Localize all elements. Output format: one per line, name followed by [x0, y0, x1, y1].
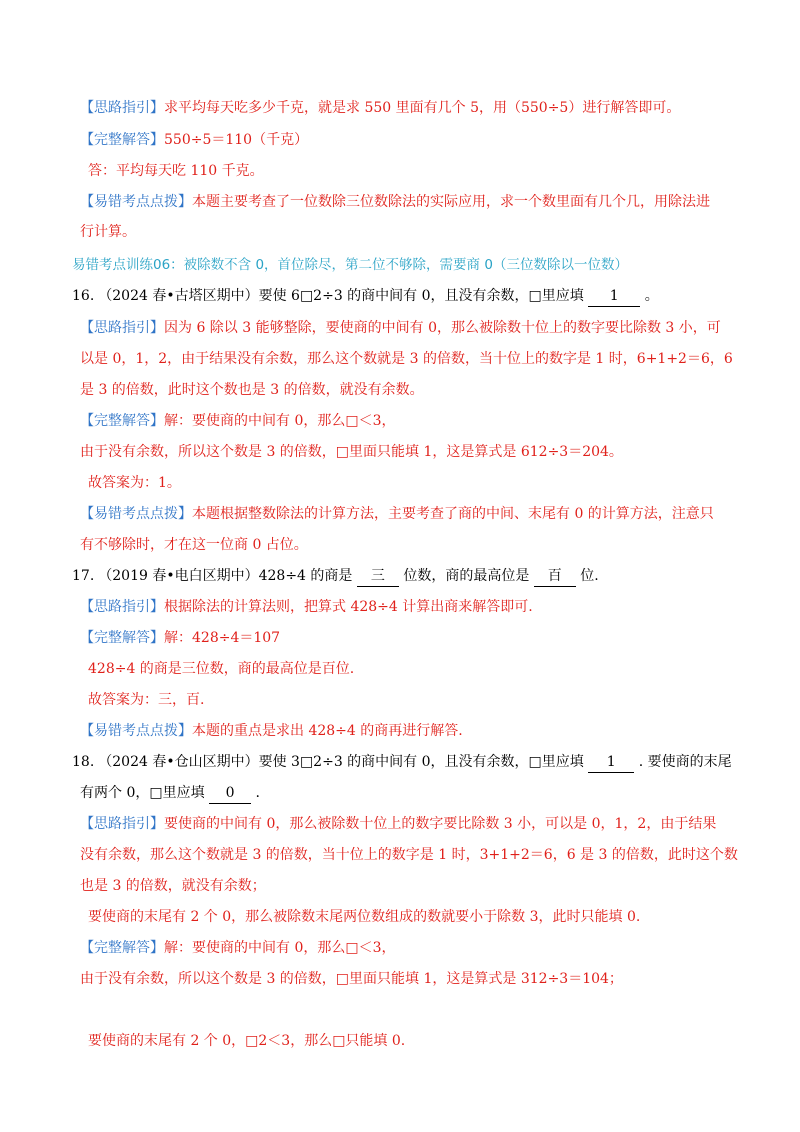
- q18-stem-2: [80, 783, 260, 804]
- answer-tag: 【完整解答】: [80, 132, 164, 148]
- q16-answer-3: 故答案为：1。: [88, 475, 181, 491]
- prev-hint: [80, 98, 680, 118]
- q16-points-1: [80, 504, 714, 524]
- q18-answer-1: [80, 938, 396, 958]
- q16-stem-post: 。: [644, 288, 659, 304]
- q17-number: 17.: [72, 568, 95, 584]
- q18-stem-1: [72, 752, 732, 773]
- answer-tag: 【完整解答】: [80, 630, 164, 646]
- q17-stem-mid: 位数，商的最高位是: [403, 568, 530, 584]
- q16-number: 16.: [72, 288, 95, 304]
- q17-blank-1: 三: [357, 566, 399, 587]
- hint-tag: 【思路指引】: [80, 320, 164, 336]
- q17-answer-1: [80, 628, 280, 648]
- answer-tag: 【完整解答】: [80, 940, 164, 956]
- hint-tag: 【思路指引】: [80, 599, 164, 615]
- q16-answer-text-1: 解：要使商的中间有 0，那么□＜3，: [164, 413, 396, 429]
- q16-points-2: 有不够除时，才在这一位商 0 占位。: [80, 537, 308, 553]
- points-tag: 【易错考点点拨】: [80, 506, 192, 522]
- q17-points-text: 本题的重点是求出 428÷4 的商再进行解答.: [192, 723, 463, 739]
- q17-hint: [80, 597, 533, 617]
- q16-answer-1: [80, 411, 396, 431]
- q17-stem: [72, 566, 599, 587]
- q16-points-text-1: 本题根据整数除法的计算方法，主要考查了商的中间、末尾有 0 的计算方法，注意只: [192, 506, 714, 522]
- q17-points: [80, 721, 463, 741]
- q18-answer-3: 要使商的末尾有 2 个 0，□2＜3，那么□只能填 0.: [88, 1033, 406, 1049]
- points-tag: 【易错考点点拨】: [80, 194, 192, 210]
- q17-answer-2: 428÷4 的商是三位数，商的最高位是百位.: [88, 661, 355, 677]
- q18-blank-1: 1: [588, 752, 634, 773]
- q17-stem-post: 位.: [580, 568, 599, 584]
- q16-hint-1: [80, 318, 721, 338]
- q18-hint-2: 没有余数，那么这个数就是 3 的倍数，当十位上的数字是 1 时，3+1+2＝6，6 是 3 的倍数，此时这个数: [80, 847, 738, 863]
- q16-hint-text-1: 因为 6 除以 3 能够整除，要使商的中间有 0，那么被除数十位上的数字要比除数 3 小，可: [164, 320, 721, 336]
- points-tag: 【易错考点点拨】: [80, 723, 192, 739]
- q18-blank-2: 0: [209, 783, 251, 804]
- prev-points-text-1: 本题主要考查了一位数除三位数除法的实际应用，求一个数里面有几个几，用除法进: [192, 194, 710, 210]
- q16-stem-pre: （2024 春•古塔区期中）要使 6□2÷3 的商中间有 0，且没有余数，□里应填: [98, 288, 584, 304]
- q18-stem-pre: （2024 春•仓山区期中）要使 3□2÷3 的商中间有 0，且没有余数，□里应填: [98, 754, 584, 770]
- q16-hint-2: 以是 0，1，2，由于结果没有余数，那么这个数就是 3 的倍数，当十位上的数字是 1 时，6+1+2＝6，6: [80, 351, 733, 367]
- q17-blank-2: 百: [534, 566, 576, 587]
- hint-tag: 【思路指引】: [80, 100, 164, 116]
- q18-hint-1: [80, 814, 716, 834]
- prev-hint-text: 求平均每天吃多少千克，就是求 550 里面有几个 5，用（550÷5）进行解答即可。: [164, 100, 681, 116]
- prev-points-text-2: 行计算。: [80, 224, 136, 240]
- prev-points: [80, 192, 710, 212]
- section-heading: 易错考点训练06：被除数不含 0，首位除尽，第二位不够除，需要商 0（三位数除以一位数）: [72, 257, 628, 273]
- hint-tag: 【思路指引】: [80, 816, 164, 832]
- q16-blank: 1: [588, 286, 640, 307]
- prev-reply: 答：平均每天吃 110 千克。: [88, 163, 264, 179]
- q16-hint-3: 是 3 的倍数，此时这个数也是 3 的倍数，就没有余数。: [80, 382, 424, 398]
- q16-answer-2: 由于没有余数，所以这个数是 3 的倍数，□里面只能填 1，这是算式是 612÷3＝204。: [80, 444, 623, 460]
- answer-tag: 【完整解答】: [80, 413, 164, 429]
- prev-answer: [80, 130, 308, 150]
- q17-stem-pre: （2019 春•电白区期中）428÷4 的商是: [98, 568, 353, 584]
- q17-hint-text: 根据除法的计算法则，把算式 428÷4 计算出商来解答即可.: [164, 599, 533, 615]
- q18-answer-2: 由于没有余数，所以这个数是 3 的倍数，□里面只能填 1，这是算式是 312÷3＝104；: [80, 971, 623, 987]
- q17-answer-3: 故答案为：三，百.: [88, 692, 205, 708]
- q18-hint-3: 也是 3 的倍数，就没有余数；: [80, 878, 266, 894]
- q18-number: 18.: [72, 754, 95, 770]
- q16-stem: [72, 286, 659, 307]
- q18-stem-2-post: .: [255, 785, 260, 801]
- q18-hint-text-1: 要使商的中间有 0，那么被除数十位上的数字要比除数 3 小，可以是 0，1，2，由于结果: [164, 816, 717, 832]
- q18-stem-2-pre: 有两个 0，□里应填: [80, 785, 205, 801]
- q18-hint-4: 要使商的末尾有 2 个 0，那么被除数末尾两位数组成的数就要小于除数 3，此时只能填 0.: [88, 909, 641, 925]
- prev-answer-text: 550÷5＝110（千克）: [164, 132, 309, 148]
- q17-answer-text-1: 解：428÷4＝107: [164, 630, 281, 646]
- q18-stem-mid: . 要使商的末尾: [638, 754, 732, 770]
- q18-answer-text-1: 解：要使商的中间有 0，那么□＜3，: [164, 940, 396, 956]
